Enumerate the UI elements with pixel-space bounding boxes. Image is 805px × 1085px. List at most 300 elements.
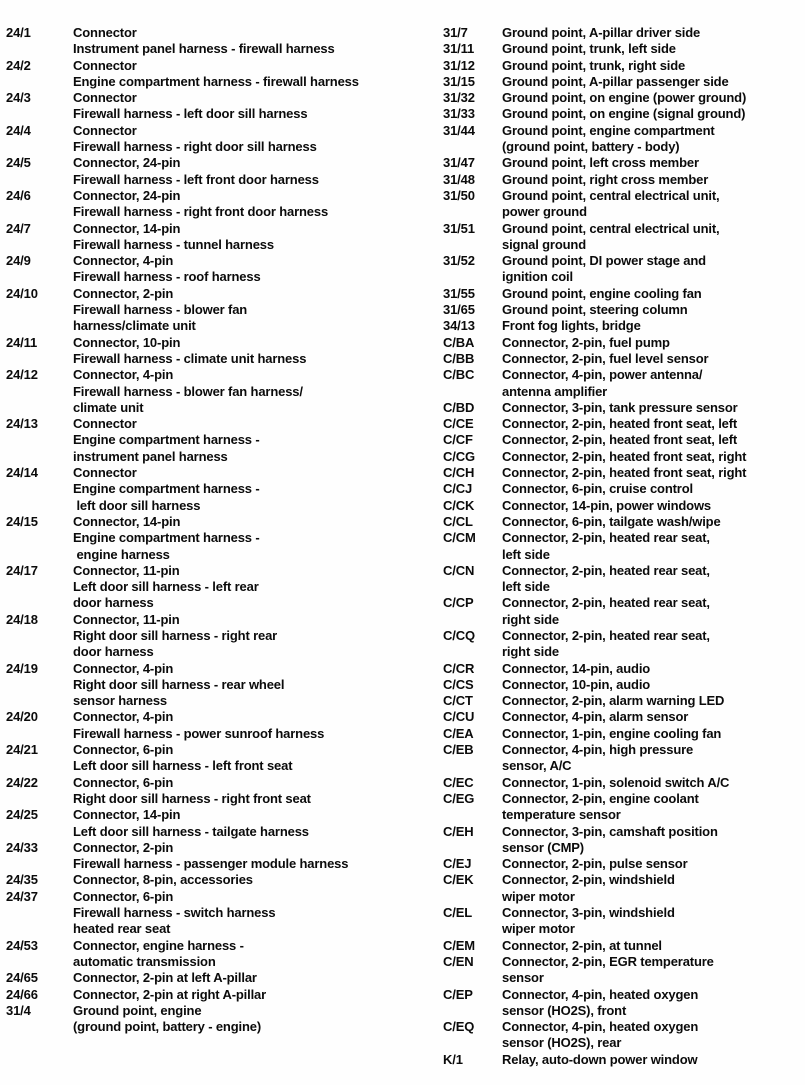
component-code: 31/44 bbox=[443, 122, 475, 138]
component-description-line: Connector, engine harness - bbox=[73, 937, 244, 953]
component-description bbox=[502, 856, 803, 872]
component-description bbox=[502, 1052, 803, 1068]
component-description bbox=[502, 628, 803, 661]
component-description-line: Connector, 4-pin, power antenna/ bbox=[502, 367, 703, 383]
legend-entry bbox=[443, 1052, 803, 1068]
legend-entry bbox=[443, 987, 803, 1020]
legend-entry bbox=[443, 41, 803, 57]
component-code: 24/19 bbox=[6, 660, 38, 676]
component-description-line: Connector, 8-pin, accessories bbox=[73, 872, 253, 888]
component-code: 24/33 bbox=[6, 839, 38, 855]
component-description-line: Connector, 4-pin, heated oxygen bbox=[502, 986, 699, 1002]
component-description-line: Connector, 2-pin, engine coolant bbox=[502, 790, 699, 806]
component-description-line: Firewall harness - passenger module harness bbox=[73, 856, 349, 872]
legend-entry bbox=[443, 856, 803, 872]
legend-entry bbox=[6, 90, 404, 123]
component-description bbox=[502, 530, 803, 563]
component-code: 24/12 bbox=[6, 367, 38, 383]
component-description-line: Firewall harness - blower fan bbox=[73, 302, 248, 318]
component-description bbox=[73, 1003, 404, 1036]
component-description-line: Connector, 3-pin, windshield bbox=[502, 905, 675, 921]
component-description-line: ignition coil bbox=[502, 269, 573, 285]
component-description bbox=[502, 498, 803, 514]
legend-entry bbox=[443, 335, 803, 351]
component-description bbox=[73, 465, 404, 514]
component-description-line: Right door sill harness - right rear bbox=[73, 627, 278, 643]
legend-entry bbox=[6, 514, 404, 563]
component-description-line: Firewall harness - tunnel harness bbox=[73, 236, 274, 252]
component-code: C/CS bbox=[443, 676, 474, 692]
component-description bbox=[73, 742, 404, 775]
component-description-line: Ground point, central electrical unit, bbox=[502, 187, 720, 203]
component-description-line: (ground point, battery - engine) bbox=[73, 1019, 262, 1035]
legend-entry bbox=[6, 286, 404, 335]
component-description-line: Left door sill harness - left front seat bbox=[73, 758, 293, 774]
component-description-line: Connector, 6-pin bbox=[73, 742, 174, 758]
component-description-line: wiper motor bbox=[502, 888, 575, 904]
component-description-line: harness/climate unit bbox=[73, 318, 196, 334]
component-description-line: Connector, 3-pin, tank pressure sensor bbox=[502, 399, 738, 415]
component-code: 24/3 bbox=[6, 90, 31, 106]
component-description-line: Connector bbox=[73, 90, 137, 106]
component-description-line: Connector, 10-pin, audio bbox=[502, 676, 651, 692]
legend-entry bbox=[443, 742, 803, 775]
component-description-line: Connector, 4-pin bbox=[73, 253, 174, 269]
component-description bbox=[502, 1019, 803, 1052]
component-description-line: Connector, 2-pin at right A-pillar bbox=[73, 986, 267, 1002]
component-description bbox=[73, 872, 404, 888]
component-description bbox=[73, 661, 404, 710]
legend-entry bbox=[443, 74, 803, 90]
legend-entry bbox=[443, 498, 803, 514]
component-description-line: antenna amplifier bbox=[502, 383, 608, 399]
component-description-line: Left door sill harness - tailgate harness bbox=[73, 823, 309, 839]
legend-column-right bbox=[443, 25, 803, 1068]
component-code: K/1 bbox=[443, 1051, 463, 1067]
component-description-line: Connector, 2-pin, alarm warning LED bbox=[502, 693, 725, 709]
component-description-line: Connector, 14-pin bbox=[73, 513, 181, 529]
component-description-line: Ground point, engine bbox=[73, 1002, 202, 1018]
legend-entry bbox=[443, 905, 803, 938]
legend-entry bbox=[443, 775, 803, 791]
component-description-line: Ground point, A-pillar driver side bbox=[502, 25, 701, 40]
component-code: 24/37 bbox=[6, 888, 38, 904]
component-description bbox=[502, 481, 803, 497]
legend-entry bbox=[443, 709, 803, 725]
legend-entry bbox=[443, 90, 803, 106]
legend-entry bbox=[6, 221, 404, 254]
legend-entry bbox=[6, 970, 404, 986]
legend-entry bbox=[443, 188, 803, 221]
component-description-line: Connector, 2-pin, heated rear seat, bbox=[502, 627, 710, 643]
legend-entry bbox=[443, 172, 803, 188]
component-description bbox=[502, 563, 803, 596]
legend-entry bbox=[443, 465, 803, 481]
component-description bbox=[502, 90, 803, 106]
legend-entry bbox=[443, 661, 803, 677]
legend-entry bbox=[443, 106, 803, 122]
component-description bbox=[73, 938, 404, 971]
legend-entry bbox=[443, 286, 803, 302]
component-description-line: Connector, 6-pin, tailgate wash/wipe bbox=[502, 513, 721, 529]
legend-entry bbox=[443, 221, 803, 254]
legend-entry bbox=[6, 987, 404, 1003]
component-description-line: Connector bbox=[73, 416, 137, 432]
legend-entry bbox=[443, 726, 803, 742]
component-code: C/CK bbox=[443, 497, 475, 513]
component-code: C/CP bbox=[443, 595, 474, 611]
component-description-line: Ground point, trunk, left side bbox=[502, 41, 676, 57]
component-code: 31/12 bbox=[443, 57, 475, 73]
legend-entry bbox=[443, 693, 803, 709]
component-code: C/CL bbox=[443, 513, 473, 529]
legend-entry bbox=[6, 253, 404, 286]
component-description bbox=[502, 188, 803, 221]
legend-entry bbox=[6, 807, 404, 840]
component-description-line: Engine compartment harness - bbox=[73, 432, 260, 448]
component-description-line: instrument panel harness bbox=[73, 448, 228, 464]
component-description-line: Connector, 2-pin bbox=[73, 285, 174, 301]
legend-entry bbox=[6, 123, 404, 156]
component-description-line: Ground point, engine cooling fan bbox=[502, 285, 702, 301]
component-description-line: Connector, 4-pin bbox=[73, 660, 174, 676]
component-description bbox=[73, 775, 404, 808]
component-description-line: Connector, 2-pin, fuel pump bbox=[502, 334, 670, 350]
component-description-line: Right door sill harness - right front seat bbox=[73, 790, 311, 806]
component-description bbox=[502, 74, 803, 90]
component-description bbox=[73, 90, 404, 123]
legend-entry bbox=[443, 824, 803, 857]
component-description-line: Connector, 4-pin bbox=[73, 709, 174, 725]
component-description bbox=[73, 155, 404, 188]
component-code: 24/22 bbox=[6, 774, 38, 790]
legend-entry bbox=[443, 367, 803, 400]
component-code: 24/21 bbox=[6, 742, 38, 758]
legend-entry bbox=[443, 351, 803, 367]
component-description-line: Connector, 14-pin bbox=[73, 220, 181, 236]
legend-entry bbox=[6, 612, 404, 661]
component-description-line: Ground point, on engine (signal ground) bbox=[502, 106, 746, 122]
component-description-line: Connector, 6-pin, cruise control bbox=[502, 481, 693, 497]
component-description bbox=[502, 123, 803, 156]
legend-entry bbox=[6, 889, 404, 938]
component-code: C/EQ bbox=[443, 1019, 475, 1035]
component-description bbox=[73, 253, 404, 286]
legend-entry bbox=[443, 530, 803, 563]
component-description-line: right side bbox=[502, 644, 560, 660]
component-description-line: Engine compartment harness - firewall harness bbox=[73, 73, 359, 89]
component-description bbox=[502, 286, 803, 302]
component-description-line: right side bbox=[502, 611, 560, 627]
component-description-line: Ground point, DI power stage and bbox=[502, 253, 706, 269]
component-code: C/EN bbox=[443, 953, 474, 969]
component-code: 24/14 bbox=[6, 465, 38, 481]
legend-entry bbox=[443, 1019, 803, 1052]
component-description-line: Left door sill harness - left rear bbox=[73, 579, 259, 595]
component-description-line: Connector, 10-pin bbox=[73, 334, 181, 350]
component-description-line: Firewall harness - left door sill harness bbox=[73, 106, 308, 122]
component-description-line: Connector, 1-pin, engine cooling fan bbox=[502, 725, 722, 741]
component-description-line: Ground point, left cross member bbox=[502, 155, 699, 171]
component-code: C/CT bbox=[443, 693, 473, 709]
legend-entry bbox=[443, 416, 803, 432]
legend-entry bbox=[443, 563, 803, 596]
component-description-line: Firewall harness - right front door harness bbox=[73, 204, 329, 220]
component-description-line: engine harness bbox=[73, 546, 170, 562]
component-code: C/EB bbox=[443, 742, 474, 758]
component-description-line: sensor bbox=[502, 970, 544, 986]
component-code: C/CH bbox=[443, 465, 475, 481]
component-code: 31/7 bbox=[443, 25, 468, 40]
component-description-line: Connector, 2-pin at left A-pillar bbox=[73, 970, 257, 986]
component-description-line: Connector, 6-pin bbox=[73, 774, 174, 790]
component-code: C/EG bbox=[443, 790, 475, 806]
component-description bbox=[502, 416, 803, 432]
component-description-line: sensor (HO2S), rear bbox=[502, 1035, 622, 1051]
legend-entry bbox=[6, 188, 404, 221]
component-code: C/CN bbox=[443, 562, 475, 578]
component-description bbox=[502, 449, 803, 465]
component-description bbox=[502, 172, 803, 188]
component-code: 31/4 bbox=[6, 1002, 31, 1018]
component-code: C/CF bbox=[443, 432, 473, 448]
component-code: C/CQ bbox=[443, 627, 475, 643]
component-code: 31/48 bbox=[443, 171, 475, 187]
component-description bbox=[502, 106, 803, 122]
component-description bbox=[73, 123, 404, 156]
legend-entry bbox=[6, 840, 404, 873]
legend-entry bbox=[443, 791, 803, 824]
component-description-line: Connector, 4-pin, heated oxygen bbox=[502, 1019, 699, 1035]
component-description-line: Connector, 2-pin, heated front seat, right bbox=[502, 465, 747, 481]
component-code: 34/13 bbox=[443, 318, 475, 334]
component-description-line: Firewall harness - switch harness bbox=[73, 905, 276, 921]
legend-entry bbox=[6, 155, 404, 188]
component-description-line: Connector, 4-pin bbox=[73, 367, 174, 383]
legend-entry bbox=[443, 432, 803, 448]
component-description-line: Firewall harness - power sunroof harness bbox=[73, 725, 325, 741]
legend-column-left bbox=[6, 25, 404, 1035]
component-code: 24/2 bbox=[6, 57, 31, 73]
component-code: 31/15 bbox=[443, 73, 475, 89]
component-description bbox=[502, 351, 803, 367]
component-description-line: Ground point, central electrical unit, bbox=[502, 220, 720, 236]
component-description-line: Connector, 11-pin bbox=[73, 611, 180, 627]
component-code: 24/4 bbox=[6, 122, 31, 138]
component-description-line: door harness bbox=[73, 644, 154, 660]
component-description bbox=[502, 791, 803, 824]
component-description-line: sensor, A/C bbox=[502, 758, 572, 774]
legend-entry bbox=[6, 25, 404, 58]
component-description bbox=[73, 367, 404, 416]
component-description-line: Ground point, steering column bbox=[502, 302, 688, 318]
component-description-line: Connector, 11-pin bbox=[73, 562, 180, 578]
component-code: C/EK bbox=[443, 872, 474, 888]
component-description-line: Connector, 14-pin, power windows bbox=[502, 497, 711, 513]
component-description bbox=[502, 367, 803, 400]
component-code: C/CU bbox=[443, 709, 475, 725]
component-description-line: Connector, 24-pin bbox=[73, 155, 181, 171]
component-code: 31/50 bbox=[443, 187, 475, 203]
component-code: C/BB bbox=[443, 350, 475, 366]
component-description-line: Connector, 2-pin bbox=[73, 839, 174, 855]
component-code: C/BD bbox=[443, 399, 475, 415]
legend-entry bbox=[6, 367, 404, 416]
legend-entry bbox=[443, 514, 803, 530]
component-code: 24/15 bbox=[6, 513, 38, 529]
component-description-line: sensor (CMP) bbox=[502, 839, 584, 855]
component-description-line: (ground point, battery - body) bbox=[502, 139, 680, 155]
component-description bbox=[73, 840, 404, 873]
component-description-line: Engine compartment harness - bbox=[73, 481, 260, 497]
component-code: C/BA bbox=[443, 334, 475, 350]
component-description bbox=[502, 872, 803, 905]
component-description-line: Connector, 2-pin, heated rear seat, bbox=[502, 595, 710, 611]
legend-entry bbox=[443, 253, 803, 286]
component-code: 24/25 bbox=[6, 807, 38, 823]
component-description-line: Firewall harness - climate unit harness bbox=[73, 350, 307, 366]
component-code: C/EJ bbox=[443, 856, 472, 872]
component-description-line: Connector, 2-pin, heated front seat, left bbox=[502, 432, 738, 448]
component-description bbox=[73, 889, 404, 938]
component-description-line: Connector, 2-pin, heated rear seat, bbox=[502, 530, 710, 546]
component-code: 24/13 bbox=[6, 416, 38, 432]
component-description bbox=[502, 432, 803, 448]
component-description-line: Connector, 4-pin, high pressure bbox=[502, 742, 694, 758]
component-description bbox=[502, 318, 803, 334]
component-code: 31/11 bbox=[443, 41, 475, 57]
component-code: 24/1 bbox=[6, 25, 31, 40]
legend-entry bbox=[443, 155, 803, 171]
component-description-line: Connector bbox=[73, 57, 137, 73]
component-code: 24/66 bbox=[6, 986, 38, 1002]
component-description bbox=[73, 25, 404, 58]
legend-entry bbox=[443, 595, 803, 628]
component-code: 24/11 bbox=[6, 334, 38, 350]
component-code: 31/55 bbox=[443, 285, 475, 301]
component-description-line: door harness bbox=[73, 595, 154, 611]
component-description-line: temperature sensor bbox=[502, 807, 621, 823]
component-description bbox=[502, 824, 803, 857]
component-description bbox=[73, 335, 404, 368]
component-description bbox=[502, 302, 803, 318]
component-code: 24/18 bbox=[6, 611, 38, 627]
legend-entry bbox=[6, 563, 404, 612]
component-description bbox=[73, 221, 404, 254]
legend-entry bbox=[6, 938, 404, 971]
legend-entry bbox=[6, 661, 404, 710]
component-code: 31/33 bbox=[443, 106, 475, 122]
legend-entry bbox=[443, 938, 803, 954]
component-description-line: Connector, 14-pin bbox=[73, 807, 181, 823]
component-description-line: Connector, 14-pin, audio bbox=[502, 660, 651, 676]
component-description-line: Right door sill harness - rear wheel bbox=[73, 676, 285, 692]
component-description-line: Connector, 1-pin, solenoid switch A/C bbox=[502, 774, 730, 790]
component-description-line: Connector, 2-pin, EGR temperature bbox=[502, 953, 714, 969]
component-code: 24/53 bbox=[6, 937, 38, 953]
component-description-line: left side bbox=[502, 546, 550, 562]
component-description-line: Connector, 2-pin, fuel level sensor bbox=[502, 350, 709, 366]
component-code: 24/7 bbox=[6, 220, 31, 236]
component-description bbox=[502, 58, 803, 74]
component-description-line: Firewall harness - roof harness bbox=[73, 269, 261, 285]
legend-entry bbox=[6, 775, 404, 808]
component-description bbox=[502, 726, 803, 742]
component-code: C/EP bbox=[443, 986, 473, 1002]
component-code: 24/9 bbox=[6, 253, 31, 269]
component-description bbox=[502, 465, 803, 481]
component-description-line: power ground bbox=[502, 204, 587, 220]
component-code: 24/10 bbox=[6, 285, 38, 301]
component-code: C/EA bbox=[443, 725, 474, 741]
component-description bbox=[502, 742, 803, 775]
component-description bbox=[73, 612, 404, 661]
component-code: C/EH bbox=[443, 823, 474, 839]
legend-entry bbox=[443, 123, 803, 156]
component-description bbox=[502, 677, 803, 693]
component-description-line: Connector, 6-pin bbox=[73, 888, 174, 904]
component-description bbox=[73, 987, 404, 1003]
component-description bbox=[502, 25, 803, 41]
legend-entry bbox=[443, 25, 803, 41]
legend-entry bbox=[443, 58, 803, 74]
component-description-line: Connector, 2-pin, at tunnel bbox=[502, 937, 662, 953]
component-description-line: Connector, 3-pin, camshaft position bbox=[502, 823, 718, 839]
component-description bbox=[73, 416, 404, 465]
component-code: 31/52 bbox=[443, 253, 475, 269]
component-description-line: wiper motor bbox=[502, 921, 575, 937]
component-description bbox=[502, 253, 803, 286]
component-description-line: Ground point, right cross member bbox=[502, 171, 709, 187]
component-description-line: Ground point, A-pillar passenger side bbox=[502, 73, 729, 89]
component-description bbox=[502, 514, 803, 530]
legend-entry bbox=[443, 954, 803, 987]
legend-entry bbox=[6, 709, 404, 742]
component-description bbox=[73, 563, 404, 612]
component-description bbox=[73, 286, 404, 335]
component-description bbox=[73, 970, 404, 986]
component-description bbox=[73, 514, 404, 563]
component-code: 31/51 bbox=[443, 220, 475, 236]
component-code: C/BC bbox=[443, 367, 475, 383]
component-description-line: Relay, auto-down power window bbox=[502, 1051, 698, 1067]
component-description-line: sensor (HO2S), front bbox=[502, 1002, 627, 1018]
component-description-line: automatic transmission bbox=[73, 953, 216, 969]
component-description-line: Firewall harness - blower fan harness/ bbox=[73, 383, 303, 399]
component-description bbox=[502, 905, 803, 938]
component-description-line: Connector, 4-pin, alarm sensor bbox=[502, 709, 689, 725]
component-description-line: Connector, 2-pin, heated front seat, left bbox=[502, 416, 738, 432]
component-description bbox=[73, 709, 404, 742]
legend-entry bbox=[443, 302, 803, 318]
component-description bbox=[502, 400, 803, 416]
component-code: C/CM bbox=[443, 530, 476, 546]
legend-entry bbox=[6, 416, 404, 465]
component-code: C/CR bbox=[443, 660, 475, 676]
component-code: 24/20 bbox=[6, 709, 38, 725]
legend-entry bbox=[6, 465, 404, 514]
legend-entry bbox=[443, 400, 803, 416]
component-description-line: Connector, 2-pin, heated front seat, right bbox=[502, 448, 747, 464]
component-code: C/CG bbox=[443, 448, 475, 464]
legend-entry bbox=[6, 58, 404, 91]
component-description bbox=[502, 954, 803, 987]
component-description bbox=[73, 188, 404, 221]
component-description bbox=[502, 335, 803, 351]
component-description-line: Connector, 2-pin, windshield bbox=[502, 872, 675, 888]
component-description-line: climate unit bbox=[73, 399, 144, 415]
component-description-line: Connector, 2-pin, heated rear seat, bbox=[502, 562, 710, 578]
